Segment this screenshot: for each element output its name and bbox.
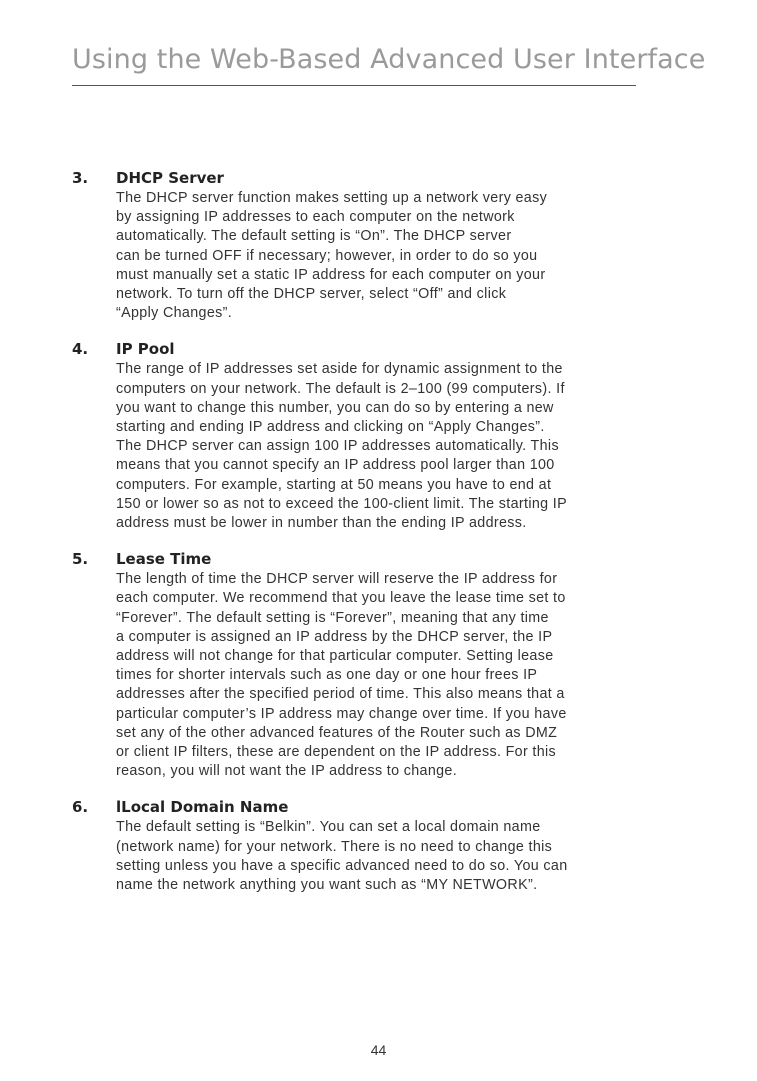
body-line: can be turned OFF if necessary; however, in order to do so you <box>116 247 538 264</box>
body-line: The range of IP addresses set aside for dynamic assignment to the <box>116 361 563 378</box>
body-line: set any of the other advanced features of the Router such as DMZ <box>116 724 558 741</box>
section-number: 4. <box>72 340 89 359</box>
section-heading: IP Pool <box>116 340 175 359</box>
body-line: network. To turn off the DHCP server, select “Off” and click <box>116 286 507 303</box>
body-line: starting and ending IP address and clicking on “Apply Changes”. <box>116 419 545 436</box>
page-number: 44 <box>370 1042 387 1058</box>
body-line: 150 or lower so as not to exceed the 100-client limit. The starting IP <box>116 495 567 512</box>
body-line: means that you cannot specify an IP address pool larger than 100 <box>116 457 555 474</box>
page-title: Using the Web-Based Advanced User Interface <box>72 44 706 75</box>
body-line: by assigning IP addresses to each computer on the network <box>116 209 515 226</box>
body-line: or client IP filters, these are dependent on the IP address. For this <box>116 744 557 761</box>
body-line: The length of time the DHCP server will reserve the IP address for <box>116 571 558 588</box>
sections-list <box>72 167 672 910</box>
section-local-domain-name <box>72 796 672 895</box>
section-body <box>116 818 672 895</box>
body-line: “Apply Changes”. <box>116 305 233 322</box>
body-line: address will not change for that particular computer. Setting lease <box>116 648 554 665</box>
body-line: particular computer’s IP address may change over time. If you have <box>116 705 567 722</box>
section-number: 3. <box>72 169 89 187</box>
section-dhcp-server <box>72 167 672 323</box>
section-heading: lLocal Domain Name <box>116 798 289 817</box>
body-line: address must be lower in number than the ending IP address. <box>116 515 527 532</box>
body-line: each computer. We recommend that you leave the lease time set to <box>116 590 566 607</box>
section-body <box>116 189 672 323</box>
body-line: automatically. The default setting is “On”. The DHCP server <box>116 228 512 245</box>
body-line: name the network anything you want such as “MY NETWORK”. <box>116 877 538 894</box>
body-line: addresses after the specified period of time. This also means that a <box>116 686 565 703</box>
body-line: The default setting is “Belkin”. You can set a local domain name <box>116 819 541 836</box>
section-number: 5. <box>72 550 89 569</box>
body-line: you want to change this number, you can do so by entering a new <box>116 399 554 416</box>
section-heading: DHCP Server <box>116 169 224 187</box>
section-number: 6. <box>72 798 89 817</box>
section-lease-time <box>72 548 672 781</box>
body-line: The DHCP server can assign 100 IP addresses automatically. This <box>116 438 559 455</box>
body-line: The DHCP server function makes setting up a network very easy <box>116 190 548 206</box>
section-ip-pool <box>72 338 672 533</box>
body-line: “Forever”. The default setting is “Forever”, meaning that any time <box>116 609 549 626</box>
section-body <box>116 360 672 533</box>
body-line: must manually set a static IP address for each computer on your <box>116 266 546 283</box>
section-body <box>116 570 672 781</box>
body-line: times for shorter intervals such as one day or one hour frees IP <box>116 667 538 684</box>
title-divider <box>72 85 636 86</box>
body-line: reason, you will not want the IP address to change. <box>116 763 458 780</box>
body-line: setting unless you have a specific advanced need to do so. You can <box>116 857 568 874</box>
body-line: computers on your network. The default is 2–100 (99 computers). If <box>116 380 565 397</box>
section-heading: Lease Time <box>116 550 212 569</box>
body-line: a computer is assigned an IP address by the DHCP server, the IP <box>116 628 553 645</box>
body-line: computers. For example, starting at 50 means you have to end at <box>116 476 552 493</box>
body-line: (network name) for your network. There is no need to change this <box>116 838 553 855</box>
